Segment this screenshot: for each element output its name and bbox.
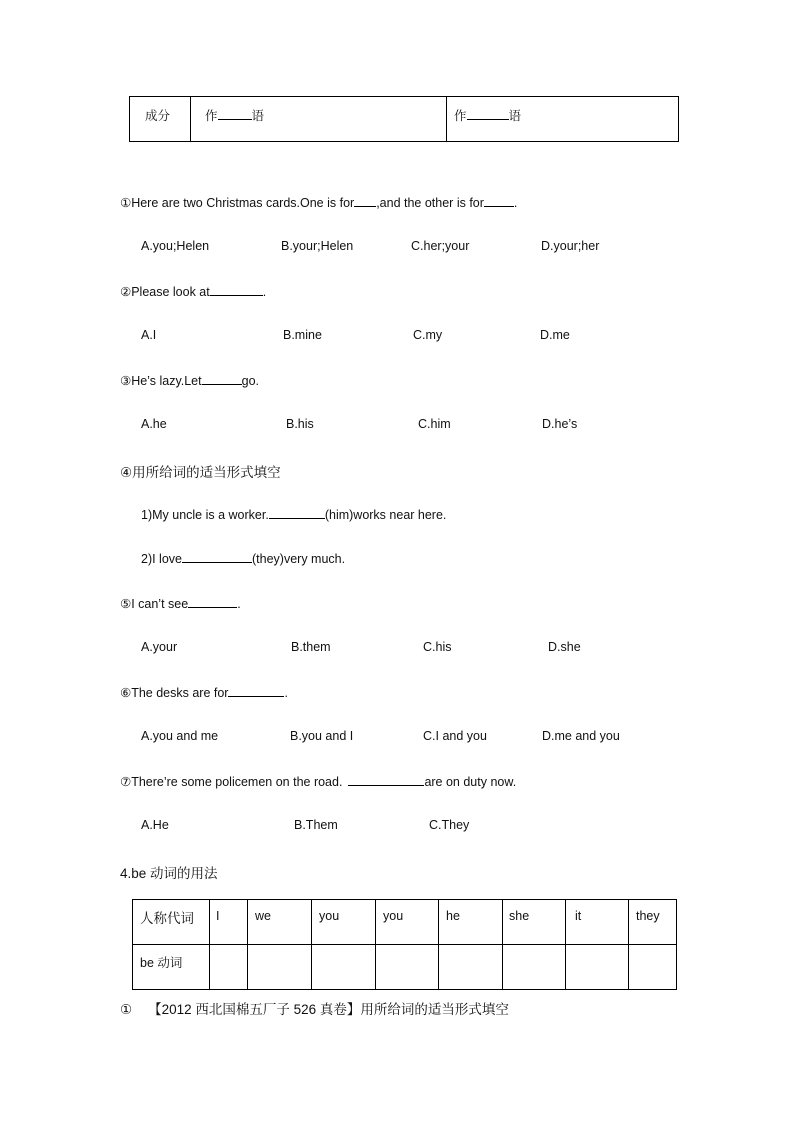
question-7-stem: ⑦There’re some policemen on the road. are on duty now. [120, 775, 517, 789]
composition-suffix-2: 语 [508, 109, 522, 123]
composition-prefix-1: 作 [205, 109, 218, 123]
q3-option-c[interactable]: C.him [418, 417, 451, 431]
pronoun-header-cell: 人称代词 [133, 900, 210, 945]
answer-blank[interactable] [202, 373, 242, 385]
pronoun-cell: it [566, 900, 629, 945]
be-verb-answer-cell[interactable] [210, 945, 248, 990]
q1-option-b[interactable]: B.your;Helen [281, 239, 354, 253]
q6-option-a[interactable]: A.you and me [141, 729, 219, 743]
pronoun-row [133, 900, 677, 945]
exam-source-line [120, 998, 509, 1018]
q3-option-d[interactable]: D.he’s [542, 417, 578, 431]
pronoun-cell: she [503, 900, 566, 945]
composition-prefix-2: 作 [454, 109, 467, 123]
composition-label: 成分 [145, 109, 171, 123]
be-verb-table [132, 899, 677, 990]
question-3-stem: ③He’s lazy.Let go. [120, 374, 260, 388]
answer-blank[interactable] [188, 596, 237, 608]
q7-option-c[interactable]: C.They [429, 818, 470, 832]
q3-option-b[interactable]: B.his [286, 417, 314, 431]
q1-option-d[interactable]: D.your;her [541, 239, 600, 253]
q7-option-a[interactable]: A.He [141, 818, 169, 832]
answer-blank[interactable] [354, 195, 376, 207]
be-verb-answer-cell[interactable] [439, 945, 503, 990]
question-1-stem: ①Here are two Christmas cards.One is for ,and the other is for . [120, 196, 518, 210]
answer-blank[interactable] [467, 108, 509, 120]
answer-blank[interactable] [484, 195, 514, 207]
answer-blank[interactable] [348, 774, 424, 786]
pronoun-cell: they [629, 900, 677, 945]
be-verb-answer-cell[interactable] [503, 945, 566, 990]
q2-option-a[interactable]: A.I [141, 328, 157, 342]
be-verb-header-cell: be 动词 [133, 945, 210, 990]
be-verb-row [133, 945, 677, 990]
be-verb-answer-cell[interactable] [566, 945, 629, 990]
q5-option-a[interactable]: A.your [141, 640, 178, 654]
q2-option-d[interactable]: D.me [540, 328, 570, 342]
section-4-title: 4.be 动词的用法 [120, 866, 218, 881]
question-2-stem: ②Please look at . [120, 285, 267, 299]
q2-option-b[interactable]: B.mine [283, 328, 322, 342]
be-verb-answer-cell[interactable] [376, 945, 439, 990]
composition-cell-2 [447, 97, 679, 142]
q5-option-d[interactable]: D.she [548, 640, 581, 654]
q4-item-2: 2)I love (they)very much. [141, 552, 346, 566]
pronoun-cell: I [210, 900, 248, 945]
answer-blank[interactable] [218, 108, 252, 120]
be-verb-answer-cell[interactable] [248, 945, 312, 990]
q2-option-c[interactable]: C.my [413, 328, 443, 342]
q1-option-c[interactable]: C.her;your [411, 239, 470, 253]
q6-option-c[interactable]: C.I and you [423, 729, 487, 743]
q3-option-a[interactable]: A.he [141, 417, 167, 431]
exam-source-number: ① [120, 1002, 133, 1017]
composition-suffix-1: 语 [251, 109, 265, 123]
be-verb-answer-cell[interactable] [312, 945, 376, 990]
pronoun-cell: we [248, 900, 312, 945]
answer-blank[interactable] [269, 507, 325, 519]
q5-option-b[interactable]: B.them [291, 640, 331, 654]
answer-blank[interactable] [210, 284, 263, 296]
pronoun-cell: he [439, 900, 503, 945]
pronoun-cell: you [376, 900, 439, 945]
pronoun-cell: you [312, 900, 376, 945]
composition-cell-1 [191, 97, 447, 142]
q7-option-b[interactable]: B.Them [294, 818, 338, 832]
answer-blank[interactable] [182, 551, 252, 563]
composition-table [129, 96, 679, 142]
q5-option-c[interactable]: C.his [423, 640, 452, 654]
q1-option-a[interactable]: A.you;Helen [141, 239, 210, 253]
q6-option-d[interactable]: D.me and you [542, 729, 620, 743]
question-5-stem: ⑤I can’t see . [120, 597, 241, 611]
question-6-stem: ⑥The desks are for . [120, 686, 288, 700]
composition-label-cell [130, 97, 191, 142]
question-4-title: ④用所给词的适当形式填空 [120, 465, 281, 480]
exam-source-text: 【2012 西北国棉五厂子 526 真卷】用所给词的适当形式填空 [148, 1002, 509, 1017]
q6-option-b[interactable]: B.you and I [290, 729, 354, 743]
q4-item-1: 1)My uncle is a worker. (him)works near here. [141, 508, 447, 522]
be-verb-answer-cell[interactable] [629, 945, 677, 990]
answer-blank[interactable] [228, 685, 284, 697]
